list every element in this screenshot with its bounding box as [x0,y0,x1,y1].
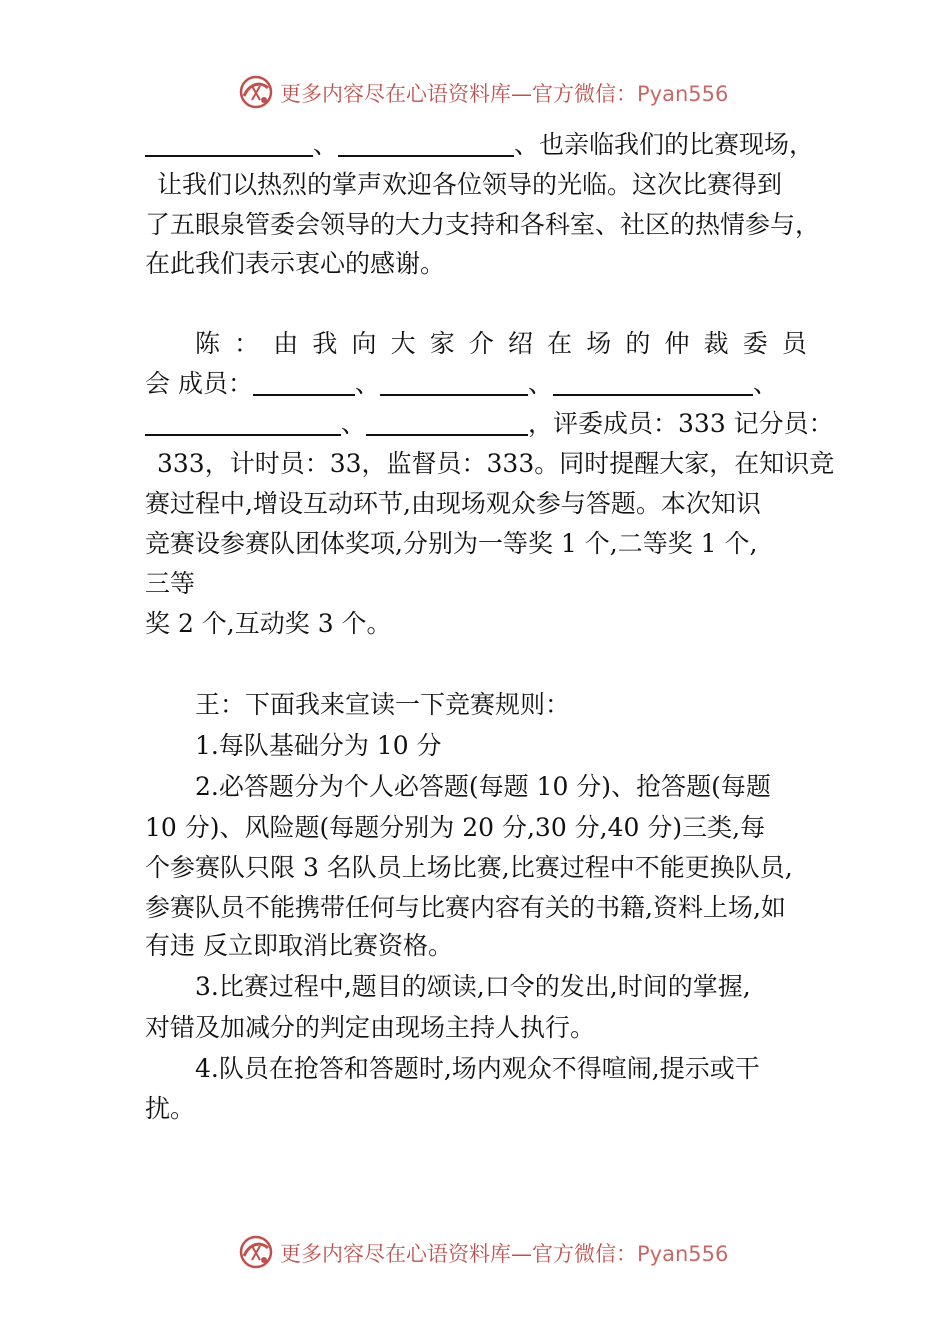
blank-field [553,370,753,396]
brand-logo-icon [238,1234,274,1270]
spaced-char: 员 [781,329,807,358]
banner-text: 更多内容尽在心语资料库—官方微信：Pyan556 [280,1242,729,1266]
p2-line-2: 会 成员： 、 、 、 [145,369,778,398]
wechat-id: Pyan556 [637,82,729,106]
spaced-char: 由 [273,329,299,358]
spaced-char: 介 [468,329,494,358]
footer-banner [0,1232,950,1272]
blank-field [145,410,341,436]
spaced-char: 我 [312,329,338,358]
p2-line-6: 竞赛设参赛队团体奖项,分别为一等奖 1 个,二等奖 1 个, [145,529,758,558]
spaced-char: 场 [586,329,612,358]
brand-logo-icon [238,74,274,110]
p1-line-3: 了五眼泉管委会领导的大力支持和各科室、社区的热情参与， [145,210,821,239]
blank-field [366,410,528,436]
p2-line-4: 333，计时员：33，监督员：333。同时提醒大家，在知识竞 [157,449,835,478]
spaced-char: 家 [429,329,455,358]
spaced-char: 陈 [195,329,221,358]
p3-line-1: 王：下面我来宣读一下竞赛规则： [195,690,571,719]
p2-line-5: 赛过程中,增设互动环节,由现场观众参与答题。本次知识 [145,489,761,518]
p1-line-1: 、 、也亲临我们的比赛现场， [145,130,814,160]
spaced-char: 裁 [703,329,729,358]
p3-line-3: 2.必答题分为个人必答题(每题 10 分)、抢答题(每题 [195,772,771,801]
p3-line-4: 10 分)、风险题(每题分别为 20 分,30 分,40 分)三类,每 [145,813,766,842]
p2-line-7: 三等 [145,569,196,598]
blank-field [145,131,313,157]
p3-line-2: 1.每队基础分为 10 分 [195,731,442,760]
p3-line-5: 个参赛队只限 3 名队员上场比赛,比赛过程中不能更换队员, [145,853,793,882]
blank-field [338,131,514,157]
banner-text: 更多内容尽在心语资料库—官方微信：Pyan556 [280,82,729,106]
p3-line-9: 对错及加减分的判定由现场主持人执行。 [145,1013,596,1042]
p2-line-8: 奖 2 个,互动奖 3 个。 [145,609,392,638]
p3-line-8: 3.比赛过程中,题目的颂读,口令的发出,时间的掌握, [195,972,751,1001]
p3-line-11: 扰。 [145,1094,196,1123]
spaced-char: 仲 [664,329,690,358]
p1-line-4: 在此我们表示衷心的感谢。 [145,249,446,278]
spaced-char: 绍 [508,329,534,358]
p3-line-10: 4.队员在抢答和答题时,场内观众不得喧闹,提示或干 [195,1054,760,1083]
p3-line-6: 参赛队员不能携带任何与比赛内容有关的书籍,资料上场,如 [145,893,786,922]
p2-line-3: 、 ，评委成员：333 记分员： [145,409,834,439]
spaced-char: 大 [390,329,416,358]
blank-field [253,370,355,396]
blank-field [380,370,528,396]
spaced-char: 委 [742,329,768,358]
spaced-char: ： [234,329,260,358]
header-banner [0,72,950,112]
spaced-char: 在 [547,329,573,358]
spaced-char: 的 [625,329,651,358]
p2-line-1 [195,329,807,359]
p3-line-7: 有违 反立即取消比赛资格。 [145,931,453,960]
spaced-char: 向 [351,329,377,358]
p1-line-2: 让我们以热烈的掌声欢迎各位领导的光临。这次比赛得到 [157,170,783,199]
wechat-id: Pyan556 [637,1242,729,1266]
